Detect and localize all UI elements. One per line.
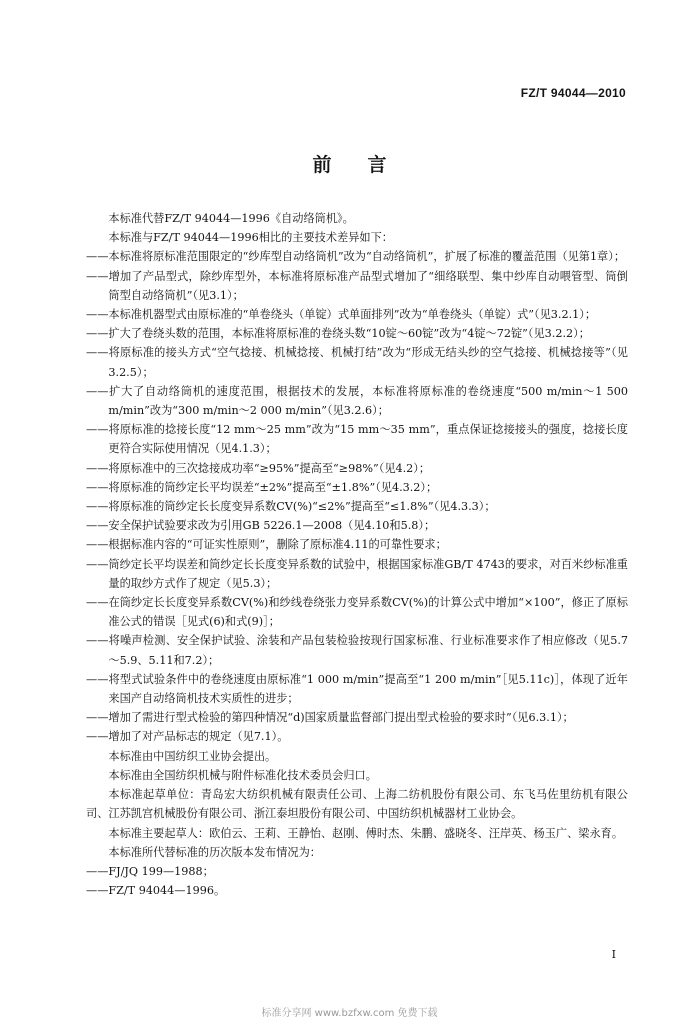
list-item: ——增加了产品型式，除纱库型外，本标准将原标准产品型式增加了“细络联型、集中纱库自动喂管型、筒倒筒型自动络筒机”（见3.1）； [86, 269, 628, 302]
page-number: I [611, 948, 616, 961]
paragraph: 本标准所代替标准的历次版本发布情况为： [108, 845, 321, 859]
list-item: ——筒纱定长平均误差和筒纱定长长度变异系数的试验中，根据国家标准GB/T 4743的要求，对百米纱标准重量的取纱方式作了规定（见5.3）； [86, 557, 628, 590]
paragraph: 本标准由中国纺织工业协会提出。 [108, 749, 277, 763]
footer-watermark: 标准分享网 www.bzfxw.com 免费下载 [261, 1008, 438, 1019]
list-item: ——FZ/T 94044—1996。 [86, 884, 226, 898]
list-item: ——增加了对产品标志的规定（见7.1）。 [86, 730, 289, 744]
foreword-body [86, 209, 628, 900]
list-item: ——将噪声检测、安全保护试验、涂装和产品包装检验按现行国家标准、行业标准要求作了相应修改（见5.7～5.9、5.11和7.2）； [86, 634, 628, 667]
paragraph: 本标准起草单位：青岛宏大纺织机械有限责任公司、上海二纺机股份有限公司、东飞马佐里纺机有限公司、江苏凯宫机械股份有限公司、浙江泰坦股份有限公司、中国纺织机械器材工业协会。 [86, 788, 628, 821]
paragraph: 本标准与FZ/T 94044—1996相比的主要技术差异如下： [108, 231, 393, 245]
list-item: ——本标准将原标准范围限定的“纱库型自动络筒机”改为“自动络筒机”，扩展了标准的覆盖范围（见第1章）； [86, 250, 626, 264]
paragraph: 本标准主要起草人：欧伯云、王莉、王静怡、赵刚、傅时杰、朱鹏、盛晓冬、汪岸英、杨玉广、梁永育。 [108, 826, 624, 840]
document-code: FZ/T 94044—2010 [520, 86, 626, 100]
list-item: ——本标准机器型式由原标准的“单卷绕头（单锭）式单面排列”改为“单卷绕头（单锭）式”（见3.2.1）； [86, 308, 597, 322]
list-item: ——扩大了卷绕头数的范围，本标准将原标准的卷绕头数“10锭～60锭”改为“4锭～72锭”（见3.2.2）； [86, 327, 590, 341]
list-item: ——将原标准的接头方式“空气捻接、机械捻接、机械打结”改为“形成无结头纱的空气捻接、机械捻接等”（见3.2.5）； [86, 346, 628, 379]
paragraph: 本标准代替FZ/T 94044—1996《自动络筒机》。 [108, 212, 354, 225]
list-item: ——将型式试验条件中的卷绕速度由原标准“1 000 m/min”提高至“1 200 m/min”［见5.11c)］，体现了近年来国产自动络筒机技术实质性的进步； [86, 672, 628, 706]
paragraph: 本标准由全国纺织机械与附件标准化技术委员会归口。 [108, 768, 377, 782]
list-item: ——将原标准中的三次捻接成功率“≥95%”提高至“≥98%”（见4.2）； [86, 461, 431, 475]
list-item: ——将原标准的捻接长度“12 mm～25 mm”改为“15 mm～35 mm”，重点保证捻接接头的强度，捻接长度更符合实际使用情况（见4.1.3）； [86, 423, 628, 456]
list-item: ——在筒纱定长长度变异系数CV(%)和纱线卷绕张力变异系数CV(%)的计算公式中增加“×100”，修正了原标准公式的错误［见式(6)和式(9)］； [86, 596, 628, 629]
list-item: ——扩大了自动络筒机的速度范围，根据技术的发展，本标准将原标准的卷绕速度“500 m/min～1 500 m/min”改为“300 m/min～2 000 m/min”（见3.2.6）； [86, 384, 628, 418]
list-item: ——将原标准的筒纱定长平均误差“±2%”提高至“±1.8%”（见4.3.2）； [86, 480, 438, 494]
list-item: ——安全保护试验要求改为引用GB 5226.1—2008（见4.10和5.8）； [86, 519, 436, 533]
list-item: ——FJ/JQ 199—1988； [86, 864, 214, 878]
list-item: ——将原标准的筒纱定长长度变异系数CV(%)“≤2%”提高至“≤1.8%”（见4.3.3）； [86, 500, 496, 514]
list-item: ——根据标准内容的“可证实性原则”，删除了原标准4.11的可靠性要求； [86, 538, 447, 552]
page-title: 前言 [312, 154, 423, 176]
list-item: ——增加了需进行型式检验的第四种情况“d)国家质量监督部门提出型式检验的要求时”（见6.3.1）； [86, 711, 574, 725]
